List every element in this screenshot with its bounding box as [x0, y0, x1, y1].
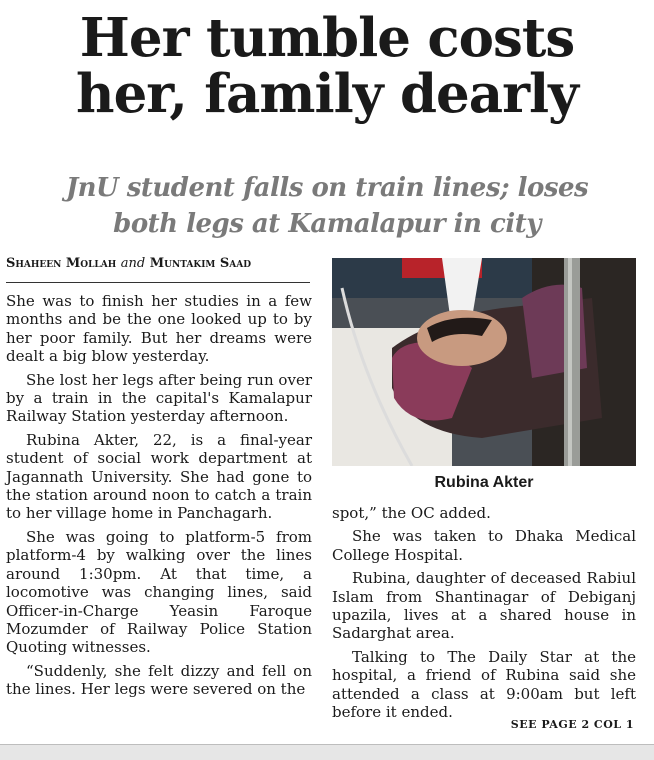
page-bottom-band [0, 745, 654, 760]
article-paragraph: She lost her legs after being run over by a train in the capital's Kamalapur Railway Station yesterday afternoon. [6, 370, 312, 426]
jump-reference: SEE PAGE 2 COL 1 [510, 718, 634, 731]
article-paragraph: She was taken to Dhaka Medical College Hospital. [332, 527, 636, 564]
article-column-1 [6, 292, 312, 704]
article-column-2 [332, 504, 636, 726]
photo-caption: Rubina Akter [434, 474, 534, 491]
article-paragraph: Rubina, daughter of deceased Rabiul Islam from Shantinagar of Debiganj upazila, lives at a shared house in Sadarghat area. [332, 569, 636, 643]
article-paragraph: spot,” the OC added. [332, 504, 491, 522]
headline-line-2: her, family dearly [76, 63, 578, 125]
article-paragraph: Rubina Akter, 22, is a final-year student of social work department at Jagannath University. She had gone to the station around noon to catch a train to her village home in Panchagarh. [6, 430, 312, 523]
subheadline [0, 170, 654, 242]
article-paragraph: “Suddenly, she felt dizzy and fell on the lines. Her legs were severed on the [6, 661, 312, 699]
article-paragraph: She was to finish her studies in a few months and be the one looked up to by her poor family. But her dreams were dealt a big blow yesterday. [6, 292, 312, 366]
headline-line-1: Her tumble costs [79, 7, 575, 69]
byline-rule [6, 282, 310, 283]
article-paragraph: Talking to The Daily Star at the hospital, a friend of Rubina said she attended a class at 9:00am but left before it ended. [332, 647, 636, 722]
photo-illustration [332, 258, 636, 466]
byline-author-1: Shaheen Mollah [6, 256, 117, 271]
news-photo [332, 258, 636, 466]
byline-author-2: Muntakim Saad [149, 256, 252, 271]
article-paragraph: She was going to platform-5 from platform-4 by walking over the lines around 1:30pm. At that time, a locomotive was changing lines, said Officer-in-Charge Yeasin Faroque Mozumder of Railway Police Station Quoting witnesses. [6, 527, 312, 657]
subheadline-line-1: JnU student falls on train lines; loses [65, 173, 589, 203]
subheadline-line-2: both legs at Kamalapur in city [113, 209, 541, 239]
byline-connector: and [120, 256, 146, 271]
byline [6, 256, 310, 271]
headline [0, 7, 654, 125]
